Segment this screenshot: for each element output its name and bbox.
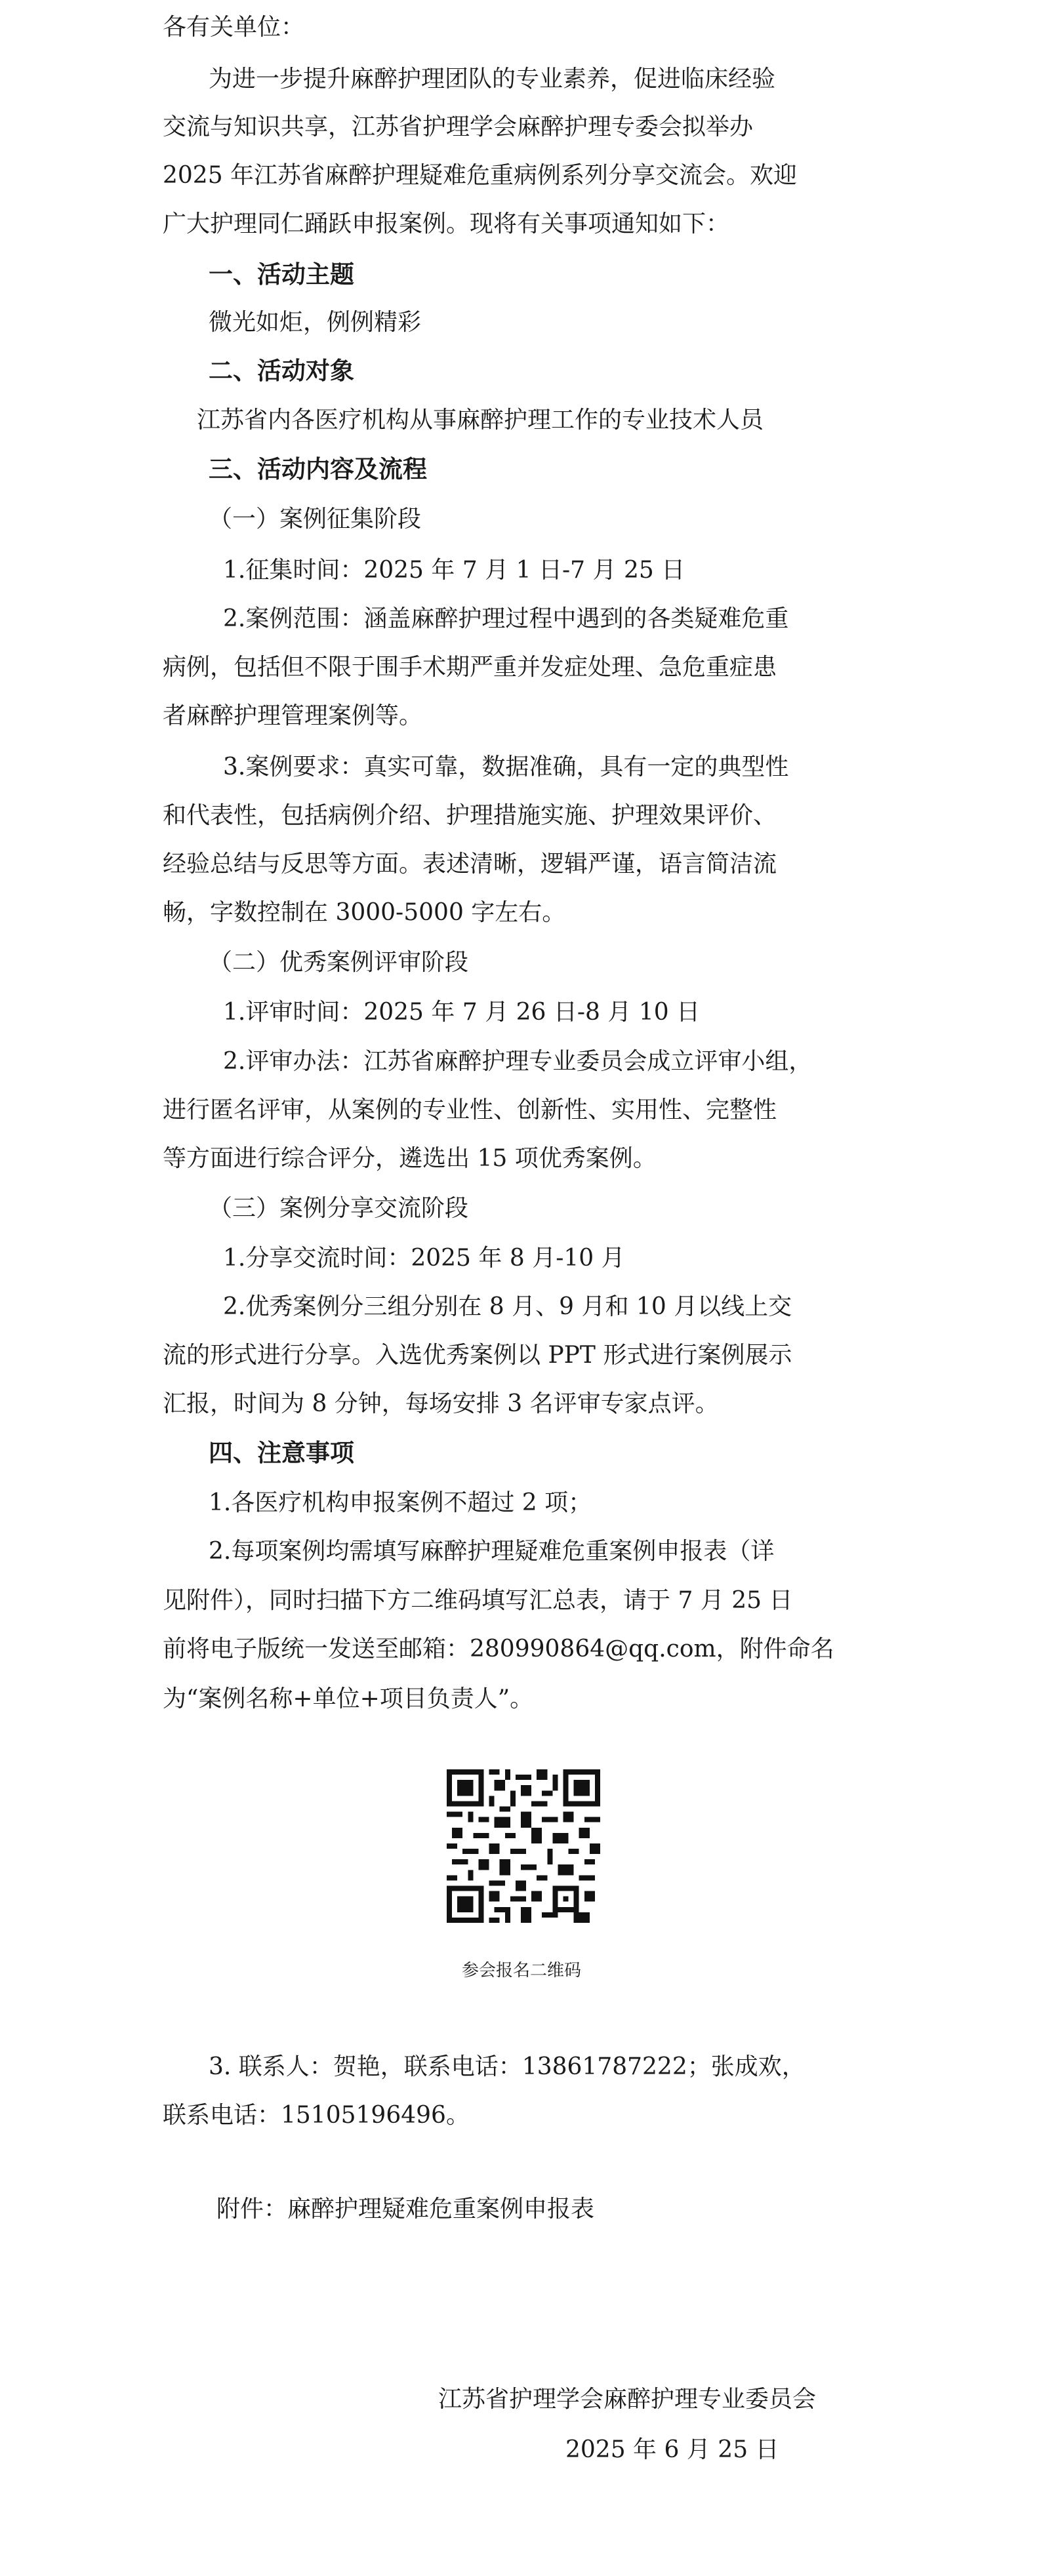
phase-1-scope-line-2: 病例，包括但不限于围手术期严重并发症处理、急危重症患 (163, 654, 777, 681)
section-1-body: 微光如炬，例例精彩 (209, 309, 422, 336)
note-2-line-2: 见附件），同时扫描下方二维码填写汇总表，请于 7 月 25 日 (163, 1587, 793, 1614)
phase-1-req-line-4: 畅，字数控制在 3000-5000 字左右。 (163, 899, 566, 926)
phase-3-detail-line-1: 2.优秀案例分三组分别在 8 月、9 月和 10 月以线上交 (223, 1293, 792, 1320)
phase-1-req-line-2: 和代表性，包括病例介绍、护理措施实施、护理效果评价、 (163, 802, 777, 829)
section-2-body: 江苏省内各医疗机构从事麻醉护理工作的专业技术人员 (197, 407, 764, 433)
phase-2-method-line-3: 等方面进行综合评分，遴选出 15 项优秀案例。 (163, 1145, 657, 1172)
section-1-title: 一、活动主题 (209, 260, 354, 289)
contact-line-1: 3. 联系人：贺艳，联系电话：13861787222；张成欢， (209, 2053, 806, 2080)
intro-line-1: 为进一步提升麻醉护理团队的专业素养，促进临床经验 (209, 66, 776, 92)
section-2-title: 二、活动对象 (209, 357, 354, 385)
note-1: 1.各医疗机构申报案例不超过 2 项； (209, 1489, 592, 1516)
phase-3-title: （三）案例分享交流阶段 (209, 1195, 469, 1222)
note-2-line-1: 2.每项案例均需填写麻醉护理疑难危重案例申报表（详 (209, 1538, 775, 1565)
phase-1-title: （一）案例征集阶段 (209, 506, 422, 533)
intro-line-2: 交流与知识共享，江苏省护理学会麻醉护理专委会拟举办 (163, 113, 754, 140)
phase-2-time: 1.评审时间：2025 年 7 月 26 日-8 月 10 日 (223, 999, 701, 1026)
section-3-title: 三、活动内容及流程 (209, 455, 427, 483)
phase-1-scope-line-1: 2.案例范围：涵盖麻醉护理过程中遇到的各类疑难危重 (223, 605, 789, 632)
phase-1-req-line-1: 3.案例要求：真实可靠，数据准确，具有一定的典型性 (223, 754, 789, 780)
note-2-line-4: 为“案例名称+单位+项目负责人”。 (163, 1685, 534, 1712)
salutation: 各有关单位： (163, 14, 305, 41)
phase-3-detail-line-3: 汇报，时间为 8 分钟，每场安排 3 名评审专家点评。 (163, 1390, 719, 1417)
qr-caption: 参会报名二维码 (461, 1961, 581, 1981)
section-4-title: 四、注意事项 (209, 1439, 354, 1467)
phase-3-time: 1.分享交流时间：2025 年 8 月-10 月 (223, 1245, 625, 1272)
phase-1-time: 1.征集时间：2025 年 7 月 1 日-7 月 25 日 (223, 557, 685, 584)
phase-2-method-line-2: 进行匿名评审，从案例的专业性、创新性、实用性、完整性 (163, 1097, 777, 1123)
phase-1-scope-line-3: 者麻醉护理管理案例等。 (163, 702, 423, 729)
signature-organization: 江苏省护理学会麻醉护理专业委员会 (438, 2386, 817, 2413)
phase-3-detail-line-2: 流的形式进行分享。入选优秀案例以 PPT 形式进行案例展示 (163, 1342, 792, 1369)
phase-2-title: （二）优秀案例评审阶段 (209, 949, 469, 976)
intro-line-4: 广大护理同仁踊跃申报案例。现将有关事项通知如下： (163, 211, 730, 237)
qr-code-icon[interactable] (447, 1769, 600, 1923)
note-2-line-3: 前将电子版统一发送至邮箱：280990864@qq.com，附件命名 (163, 1636, 834, 1662)
signature-date: 2025 年 6 月 25 日 (565, 2436, 779, 2463)
intro-line-3: 2025 年江苏省麻醉护理疑难危重病例系列分享交流会。欢迎 (163, 162, 798, 189)
phase-1-req-line-3: 经验总结与反思等方面。表述清晰，逻辑严谨，语言简洁流 (163, 851, 777, 877)
contact-line-2: 联系电话：15105196496。 (163, 2102, 470, 2129)
phase-2-method-line-1: 2.评审办法：江苏省麻醉护理专业委员会成立评审小组， (223, 1048, 813, 1075)
attachment-note: 附件：麻醉护理疑难危重案例申报表 (216, 2196, 595, 2223)
